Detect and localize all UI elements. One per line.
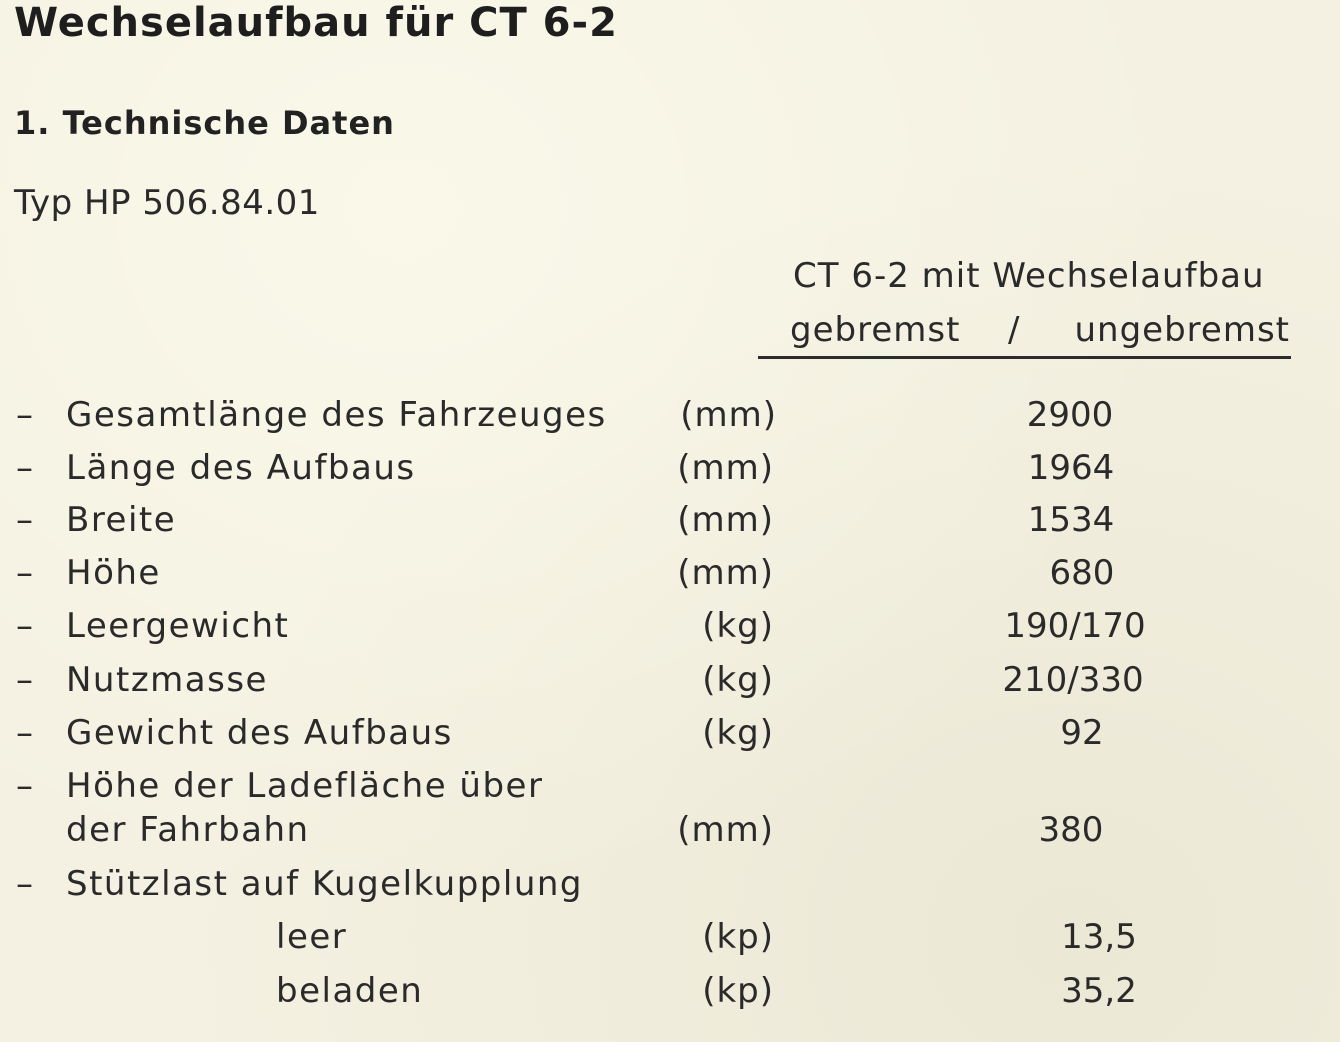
row-value: 1534	[1027, 500, 1115, 540]
row-value: 2900	[1026, 395, 1114, 435]
column-subheader	[760, 310, 1290, 358]
row-label: Breite	[66, 500, 177, 540]
row-unit: (mm)	[677, 810, 774, 850]
table-row	[0, 766, 1340, 812]
row-dash: –	[16, 660, 35, 700]
row-value: 1964	[1027, 448, 1115, 488]
row-label: Leergewicht	[66, 606, 290, 646]
row-unit: (kg)	[702, 713, 774, 753]
table-row	[0, 606, 1340, 652]
row-label: Höhe der Ladefläche über	[66, 766, 544, 806]
row-unit: (mm)	[677, 553, 774, 593]
table-row	[0, 917, 1340, 963]
table-row	[0, 713, 1340, 759]
header-underline	[758, 356, 1291, 359]
row-dash: –	[16, 553, 35, 593]
row-value: 210/330	[1002, 660, 1144, 700]
table-row	[0, 971, 1340, 1017]
row-dash: –	[16, 395, 35, 435]
row-unit: (kg)	[702, 606, 774, 646]
row-unit: (kg)	[702, 660, 774, 700]
row-dash: –	[16, 448, 35, 488]
row-label: Höhe	[66, 553, 161, 593]
row-value: 92	[1060, 713, 1104, 753]
section-heading: 1. Technische Daten	[14, 104, 395, 142]
row-label: Gewicht des Aufbaus	[66, 713, 453, 753]
table-row	[0, 810, 1340, 856]
document-title: Wechselaufbau für CT 6-2	[14, 0, 618, 46]
table-row	[0, 500, 1340, 546]
type-designation: Typ HP 506.84.01	[14, 183, 320, 223]
table-row	[0, 553, 1340, 599]
subheader-separator: /	[1008, 310, 1021, 350]
row-dash: –	[16, 766, 35, 806]
row-value: 190/170	[1004, 606, 1146, 646]
row-label: Gesamtlänge des Fahrzeuges	[66, 395, 607, 435]
column-header: CT 6-2 mit Wechselaufbau	[793, 256, 1265, 296]
row-label: Länge des Aufbaus	[66, 448, 416, 488]
table-row	[0, 660, 1340, 706]
subheader-unbraked: ungebremst	[1074, 310, 1290, 350]
row-dash: –	[16, 864, 35, 904]
row-unit: (kp)	[702, 971, 774, 1011]
row-value: 35,2	[1061, 971, 1137, 1011]
row-label: leer	[276, 917, 348, 957]
table-row	[0, 864, 1340, 910]
table-row	[0, 448, 1340, 494]
table-row	[0, 395, 1340, 441]
row-label: beladen	[276, 971, 424, 1011]
row-label: Nutzmasse	[66, 660, 268, 700]
row-value: 13,5	[1061, 917, 1137, 957]
row-unit: (kp)	[702, 917, 774, 957]
row-value: 680	[1049, 553, 1115, 593]
row-dash: –	[16, 500, 35, 540]
row-unit: (mm)	[677, 448, 774, 488]
row-dash: –	[16, 713, 35, 753]
row-dash: –	[16, 606, 35, 646]
row-unit: (mm)	[680, 395, 777, 435]
row-label: der Fahrbahn	[66, 810, 310, 850]
row-label: Stützlast auf Kugelkupplung	[66, 864, 584, 904]
subheader-braked: gebremst	[790, 310, 961, 350]
row-unit: (mm)	[677, 500, 774, 540]
row-value: 380	[1038, 810, 1104, 850]
